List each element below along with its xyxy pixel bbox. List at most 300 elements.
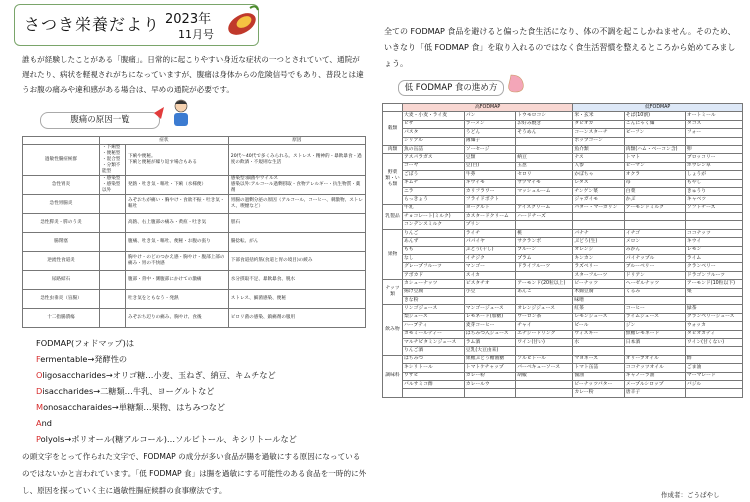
food-row xyxy=(383,112,743,120)
food-category: ナッツ類 xyxy=(383,280,403,305)
food-cell xyxy=(624,213,685,221)
food-cell: 納豆 xyxy=(516,154,573,162)
causes-row xyxy=(23,271,366,290)
newsletter-month: 11月号 xyxy=(178,28,214,41)
causes-cell xyxy=(100,195,126,214)
causes-row xyxy=(23,233,366,252)
food-cell: ヘーゼルナッツ xyxy=(624,280,685,288)
food-cell xyxy=(685,213,742,221)
food-row xyxy=(383,380,743,388)
food-cell: 魚介類 xyxy=(573,145,624,153)
food-cell: カレー粉 xyxy=(464,372,515,380)
food-cell: ラーメン xyxy=(464,120,515,128)
food-cell: ブロッコリー xyxy=(685,154,742,162)
food-cell: ビーフン xyxy=(624,129,685,137)
food-cell xyxy=(403,389,465,397)
food-cell: はちみつ xyxy=(403,355,465,363)
causes-row xyxy=(23,195,366,214)
causes-cell: 急性胃炎 xyxy=(23,176,100,195)
food-cell: 日本酒 xyxy=(624,338,685,346)
causes-cell: 急性膵炎・膵のう炎 xyxy=(23,214,100,233)
fodmap-intro: FODMAP(フォドマップ)は xyxy=(36,338,135,348)
food-cell xyxy=(464,296,515,304)
causes-cell: 胸やけ・のどのつかえ感・胸やけ・腹部上部の痛み・胃の不快感 xyxy=(126,252,229,271)
food-cell: トマト xyxy=(624,154,685,162)
food-cell: 木綿豆腐 xyxy=(573,288,624,296)
food-cell: アイスクリーム xyxy=(516,204,573,212)
food-cell: 麦芽コーヒー xyxy=(464,322,515,330)
causes-cell: みぞおち辺りの痛み、胸やけ、食後 xyxy=(126,309,229,328)
food-cell: そうめん xyxy=(516,129,573,137)
alert-icon xyxy=(152,105,168,121)
food-category: 野菜類・いも類 xyxy=(383,154,403,204)
low-fodmap-header: 低FODMAP xyxy=(573,104,743,112)
food-cell: キャベツ xyxy=(685,196,742,204)
food-cell: かぶ xyxy=(624,196,685,204)
food-cell: マッシュルーム xyxy=(516,187,573,195)
food-cell: ワイン(甘くない) xyxy=(685,338,742,346)
fodmap-initial: D xyxy=(36,386,43,396)
food-cell: アーモンドミルク xyxy=(624,204,685,212)
food-row xyxy=(383,179,743,187)
food-cell: こんにゃく麺 xyxy=(624,120,685,128)
food-cell: ラム酒 xyxy=(464,338,515,346)
food-row xyxy=(383,296,743,304)
food-cell: 梨ジュース xyxy=(403,313,465,321)
fodmap-line xyxy=(36,367,297,383)
food-row xyxy=(383,213,743,221)
food-row xyxy=(383,229,743,237)
fodmap-food-table xyxy=(382,103,743,398)
food-cell: 味噌 xyxy=(573,296,624,304)
fodmap-initial: M xyxy=(36,402,44,412)
food-row xyxy=(383,162,743,170)
food-cell: マーマレード xyxy=(685,372,742,380)
fodmap-rest: isaccharides→二糖類…牛乳、ヨーグルトなど xyxy=(42,386,215,396)
causes-header-cell xyxy=(23,137,100,145)
food-cell: パスタ xyxy=(403,129,465,137)
food-cell: ラズベリー xyxy=(573,263,624,271)
food-cell: プリン xyxy=(464,221,515,229)
causes-cell: 下部食道括約筋(食道と胃の境目)の緩み xyxy=(228,252,365,271)
food-cell xyxy=(516,347,573,355)
food-row xyxy=(383,129,743,137)
food-cell: キシリトール xyxy=(403,364,465,372)
food-row xyxy=(383,246,743,254)
food-cell: そば(10割) xyxy=(624,112,685,120)
food-cell: 大麦・小麦・ライ麦 xyxy=(403,112,465,120)
food-cell: 卵 xyxy=(685,145,742,153)
food-cell: パパイヤ xyxy=(464,238,515,246)
food-category: 調味料 xyxy=(383,355,403,397)
food-cell: ワサビ xyxy=(403,372,465,380)
food-row xyxy=(383,313,743,321)
fodmap-rest: olyols→ポリオール(糖アルコール)…ソルビトール、キシリトールなど xyxy=(40,434,297,444)
food-cell: 玉葱 xyxy=(516,162,573,170)
method-section-label: 低 FODMAP 食の進め方 xyxy=(398,80,504,96)
food-cell: キンカン xyxy=(573,255,624,263)
food-cell: バター・マーガリン xyxy=(573,204,624,212)
food-cell: マルチビタミンジュース xyxy=(403,338,465,346)
food-cell: 小豆 xyxy=(464,288,515,296)
food-cell: あんず xyxy=(403,238,465,246)
food-row xyxy=(383,347,743,355)
food-cell: くるみ xyxy=(624,288,685,296)
food-cell: マヨネーズ xyxy=(573,355,624,363)
food-cell: レモンジュース xyxy=(573,313,624,321)
food-cell: ポップコーン xyxy=(573,137,624,145)
food-cell: オートミール xyxy=(685,112,742,120)
food-cell: カモミールティー xyxy=(403,330,465,338)
food-cell: グレープフルーツ xyxy=(403,263,465,271)
food-cell: クランベリー xyxy=(685,263,742,271)
food-cell: ピーナッツ xyxy=(573,280,624,288)
food-cell: リンゴジュース xyxy=(403,305,465,313)
food-cell: アスパラガス xyxy=(403,154,465,162)
causes-cell: 十二指腸潰瘍 xyxy=(23,309,100,328)
food-cell: オレンジジュース xyxy=(516,305,573,313)
fodmap-rest: onosaccharaides→単糖類…果物、はちみつなど xyxy=(43,402,226,412)
causes-cell: 吐き気をともなう・発熱 xyxy=(126,290,229,309)
food-cell: アーモンド(10粒以下) xyxy=(685,280,742,288)
food-cell: ピーマン xyxy=(624,162,685,170)
food-cell xyxy=(516,145,573,153)
food-cell: プルーン xyxy=(516,246,573,254)
food-cell: 桃 xyxy=(516,229,573,237)
food-cell: バジル xyxy=(685,380,742,388)
food-cell: エナジードリンク xyxy=(516,330,573,338)
fodmap-line xyxy=(36,351,297,367)
food-cell: ジン xyxy=(624,322,685,330)
food-cell: バルサミコ酢 xyxy=(403,380,465,388)
food-cell: キウイ xyxy=(685,238,742,246)
food-cell: 醤油 xyxy=(573,372,624,380)
food-cell: うどん xyxy=(464,129,515,137)
food-cell: ライチ xyxy=(464,229,515,237)
causes-cell xyxy=(100,252,126,271)
causes-cell: ストレス、細菌感染、便秘 xyxy=(228,290,365,309)
food-cell: チャイ xyxy=(516,322,573,330)
food-cell: 胡椒 xyxy=(516,372,573,380)
fodmap-rest: ermentable→発酵性の xyxy=(40,354,128,364)
food-cell: 酢 xyxy=(685,355,742,363)
food-cell xyxy=(685,389,742,397)
food-row xyxy=(383,255,743,263)
food-cell: ピスタチオ xyxy=(464,280,515,288)
food-cell: 豆類 xyxy=(464,154,515,162)
food-cell: きゅうり xyxy=(685,187,742,195)
food-cell: ジャガイモ xyxy=(573,196,624,204)
food-cell xyxy=(516,296,573,304)
causes-cell: 下痢や便秘。 下痢と便秘が繰り返す場合もある xyxy=(126,145,229,176)
causes-row xyxy=(23,309,366,328)
food-cell: ドライフルーツ xyxy=(516,263,573,271)
food-cell: イチジク xyxy=(464,255,515,263)
food-cell xyxy=(685,137,742,145)
food-cell: ライム xyxy=(685,255,742,263)
fodmap-line xyxy=(36,415,297,431)
food-cell: ゴーヤ xyxy=(403,162,465,170)
food-row xyxy=(383,271,743,279)
food-cell: コーンスターチ xyxy=(573,129,624,137)
food-cell xyxy=(516,196,573,204)
food-cell xyxy=(624,296,685,304)
fodmap-initial: A xyxy=(36,418,42,428)
food-cell: ソーセージ xyxy=(464,145,515,153)
food-cell: お好み焼き xyxy=(516,120,573,128)
food-cell: オリーブオイル xyxy=(624,355,685,363)
food-cell: タピオカ xyxy=(573,120,624,128)
intro-paragraph: 誰もが経験したことがある「腹痛」。日常的に起こりやすい身近な症状の一つとされていて、通院が遅れたり、病状を軽視されがちになっていますが、腹痛は身体からの危険信号でもあり、普段とは違うお腹の痛みや違和感がある場合は、早めの通院が必要です。 xyxy=(22,55,364,94)
food-cell: ココナッツオイル xyxy=(624,364,685,372)
stomachache-person-illustration xyxy=(170,98,192,128)
food-cell: ウォッカ xyxy=(685,322,742,330)
food-cell: ソフトチーズ xyxy=(685,204,742,212)
food-row xyxy=(383,196,743,204)
food-cell: フォー xyxy=(685,129,742,137)
food-cell: 豆乳(大豆由来) xyxy=(464,347,515,355)
food-cell: ハーブティ xyxy=(403,322,465,330)
newsletter-year: 2023年 xyxy=(165,12,212,27)
food-cell: あんこ xyxy=(516,288,573,296)
food-cell: 白菜 xyxy=(624,187,685,195)
food-cell: なし xyxy=(403,255,465,263)
food-row xyxy=(383,154,743,162)
food-cell: オクラ xyxy=(624,171,685,179)
causes-cell xyxy=(100,233,126,252)
food-category: 飲み物 xyxy=(383,305,403,355)
food-cell: メープルシロップ xyxy=(624,380,685,388)
food-cell: アボカド xyxy=(403,271,465,279)
credit-text: 作成者：ごうぱやし xyxy=(661,491,720,499)
food-cell: トウモロコシ xyxy=(516,112,573,120)
causes-cell: ピロリ菌の感染、鎮痛剤の服用 xyxy=(228,309,365,328)
food-cell: ウィスキー xyxy=(573,330,624,338)
causes-cell xyxy=(100,309,126,328)
causes-cell: 発熱・吐き気・嘔吐・下痢（水様便） xyxy=(126,176,229,195)
fodmap-line xyxy=(36,399,297,415)
food-cell: プラム xyxy=(516,255,573,263)
food-row xyxy=(383,238,743,246)
food-row xyxy=(383,263,743,271)
food-cell xyxy=(573,221,624,229)
causes-cell: 胃腸の過剰分泌の原因（アルコール、コーヒー、刺激物、ストレス、喫煙など） xyxy=(228,195,365,214)
food-cell: 唐辛子 xyxy=(624,389,685,397)
food-cell: ごま油 xyxy=(685,364,742,372)
causes-cell: 腸閉塞 xyxy=(23,233,100,252)
food-cell xyxy=(464,389,515,397)
causes-cell: ・感染型 ・感染型以外 xyxy=(100,176,126,195)
food-cell: パン xyxy=(464,112,515,120)
fodmap-definition xyxy=(36,335,297,447)
food-cell: バーベキューソース xyxy=(516,364,573,372)
food-row xyxy=(383,171,743,179)
food-cell: キウイモ xyxy=(464,179,515,187)
food-cell: オレンジ xyxy=(573,246,624,254)
fodmap-explanation: の頭文字をとって作られた文字で、FODMAP の成分が多い食品が腸を過敏にする原因になっているのではないかと言われています。「低 FODMAP 食」は腸を過敏にする可能性のある食品を一時的に外し、原因を探っていく主に過敏性腸症候群の食事療法です。 xyxy=(22,452,367,495)
causes-cell: ・下痢型 ・便秘型 ・混合型 ・分類不能型 xyxy=(100,145,126,176)
food-cell: もやし xyxy=(685,179,742,187)
causes-cell: 急性胃腸炎 xyxy=(23,195,100,214)
food-cell: らっきょう xyxy=(403,196,465,204)
stomach-illustration xyxy=(505,72,527,94)
food-cell: ぶどう(干し) xyxy=(464,246,515,254)
food-row xyxy=(383,288,743,296)
fodmap-initial: F xyxy=(36,354,41,364)
food-cell: ぶどう(生) xyxy=(573,238,624,246)
causes-row xyxy=(23,252,366,271)
food-cell: イチゴ xyxy=(624,229,685,237)
food-cell: はちみつ入ジュース xyxy=(464,330,515,338)
food-cell xyxy=(573,213,624,221)
food-cell: 肉類(ハム・ベーコン含) xyxy=(624,145,685,153)
food-cell xyxy=(685,221,742,229)
food-category: 肉類 xyxy=(383,145,403,153)
food-row xyxy=(383,372,743,380)
food-cell: 揚げ豆腐 xyxy=(403,288,465,296)
causes-cell: 急性虫垂炎（盲腸） xyxy=(23,290,100,309)
food-cell: トマトケチャップ xyxy=(464,364,515,372)
food-row xyxy=(383,330,743,338)
sweet-potato-illustration xyxy=(222,0,262,40)
causes-cell: 過敏性腸症候群 xyxy=(23,145,100,176)
food-cell: スイカ xyxy=(464,271,515,279)
food-row xyxy=(383,137,743,145)
causes-cell: 感染型:細菌やウイルス 感染以外:アルコール過剰摂取・食物アレルギー・抗生物質・薬剤 xyxy=(228,176,365,195)
food-cell: 苺 xyxy=(624,179,685,187)
food-row xyxy=(383,322,743,330)
fodmap-line xyxy=(36,383,297,399)
causes-cell: 20代～40代で多くみられる。ストレス・精神的・暴飲暴食・過度の飲酒・不規則な生活 xyxy=(228,145,365,176)
food-row xyxy=(383,120,743,128)
food-cell: りんご酒 xyxy=(403,347,465,355)
food-cell xyxy=(516,137,573,145)
food-cell: ドリアン xyxy=(624,271,685,279)
food-cell xyxy=(685,347,742,355)
causes-cell xyxy=(100,214,126,233)
food-row xyxy=(383,389,743,397)
food-cell: みかん xyxy=(624,246,685,254)
food-cell: フライドポテト xyxy=(464,196,515,204)
food-cell: チョコレート(ミルク) xyxy=(403,213,465,221)
food-cell: 魚の缶詰 xyxy=(403,145,465,153)
food-cell: 人参 xyxy=(573,162,624,170)
food-cell: 無糖レモネード xyxy=(624,330,685,338)
high-fodmap-header: 高FODMAP xyxy=(403,104,573,112)
food-row xyxy=(383,187,743,195)
food-cell: ピザ xyxy=(403,120,465,128)
causes-row xyxy=(23,145,366,176)
causes-cell: 腹痛、吐き気・嘔吐、便秘・お腹の張り xyxy=(126,233,229,252)
causes-row xyxy=(23,176,366,195)
causes-section-label: 腹痛の原因一覧 xyxy=(40,112,160,129)
food-cell: きな粉 xyxy=(403,296,465,304)
food-cell: ホウレン草 xyxy=(685,162,742,170)
food-cell: カレー粉 xyxy=(573,389,624,397)
food-cell: バナナ xyxy=(573,229,624,237)
food-cell: 果糖ぶどう糖液糖 xyxy=(464,355,515,363)
food-cell: ココナッツ xyxy=(685,229,742,237)
food-cell: セロリ xyxy=(516,171,573,179)
causes-row xyxy=(23,214,366,233)
food-cell: もも xyxy=(403,246,465,254)
food-cell: しょうが xyxy=(685,171,742,179)
food-cell: ライムジュース xyxy=(624,313,685,321)
food-cell: サクランボ xyxy=(516,238,573,246)
food-cell: ソルビトール xyxy=(516,355,573,363)
food-cell: パイナップル xyxy=(624,255,685,263)
food-cell: 豆(白) xyxy=(464,162,515,170)
food-cell: カスタードクリーム xyxy=(464,213,515,221)
causes-table xyxy=(22,136,366,328)
food-cell: ワイン(甘い) xyxy=(516,338,573,346)
food-cell: ブルーベリー xyxy=(624,263,685,271)
food-row xyxy=(383,355,743,363)
causes-header-cell: 原因 xyxy=(228,137,365,145)
causes-cell xyxy=(100,271,126,290)
food-row xyxy=(383,364,743,372)
food-cell: キムチ xyxy=(403,179,465,187)
food-cell: サツマイモ xyxy=(516,179,573,187)
causes-cell: 逆流性食道炎 xyxy=(23,252,100,271)
food-cell xyxy=(516,389,573,397)
causes-row xyxy=(23,290,366,309)
food-row xyxy=(383,280,743,288)
fodmap-initial: O xyxy=(36,370,43,380)
food-cell: スターフルーツ xyxy=(573,271,624,279)
food-cell: レタス xyxy=(573,179,624,187)
food-cell: トマト缶詰 xyxy=(573,364,624,372)
food-row xyxy=(383,305,743,313)
food-cell xyxy=(685,296,742,304)
food-category: 穀類 xyxy=(383,112,403,146)
food-cell: ピーナッツバター xyxy=(573,380,624,388)
fodmap-rest: ligosaccharides→オリゴ糖…小麦、玉ねぎ、納豆、キムチなど xyxy=(42,370,276,380)
food-cell: レモン xyxy=(685,246,742,254)
food-cell: ニラ xyxy=(403,187,465,195)
food-category: 果物 xyxy=(383,229,403,279)
food-cell: メロン xyxy=(624,238,685,246)
food-category: 乳製品 xyxy=(383,204,403,229)
causes-cell xyxy=(100,290,126,309)
food-cell: ハードチーズ xyxy=(516,213,573,221)
fodmap-rest: nd xyxy=(41,418,52,428)
food-row xyxy=(383,338,743,346)
food-cell: カレールウ xyxy=(464,380,515,388)
food-cell: 米・玄米 xyxy=(573,112,624,120)
food-cell: ビール xyxy=(573,322,624,330)
food-cell: 緑茶 xyxy=(685,305,742,313)
causes-cell: 腸捻転、がん xyxy=(228,233,365,252)
food-row xyxy=(383,204,743,212)
food-cell xyxy=(516,271,573,279)
food-cell: シリアル xyxy=(403,137,465,145)
food-cell: アーモンド(20粒以上) xyxy=(516,280,573,288)
food-cell xyxy=(624,347,685,355)
food-cell: ヨーグルト xyxy=(464,204,515,212)
food-cell: コンデンスミルク xyxy=(403,221,465,229)
food-cell: レモネード(加糖) xyxy=(464,313,515,321)
newsletter-title: さつき栄養だより xyxy=(24,15,161,34)
food-cell xyxy=(516,221,573,229)
food-cell: ナス xyxy=(573,154,624,162)
causes-cell: 高熱、右上腹部の痛み・黄疸・吐き気 xyxy=(126,214,229,233)
food-cell: りんご xyxy=(403,229,465,237)
food-cell: クランベリージュース xyxy=(685,313,742,321)
food-cell: ドラゴンフルーツ xyxy=(685,271,742,279)
causes-cell: 腹部・背中・側腹部にかけての激痛 xyxy=(126,271,229,290)
causes-cell: 水分摂取不足、暴飲暴食、脱水 xyxy=(228,271,365,290)
